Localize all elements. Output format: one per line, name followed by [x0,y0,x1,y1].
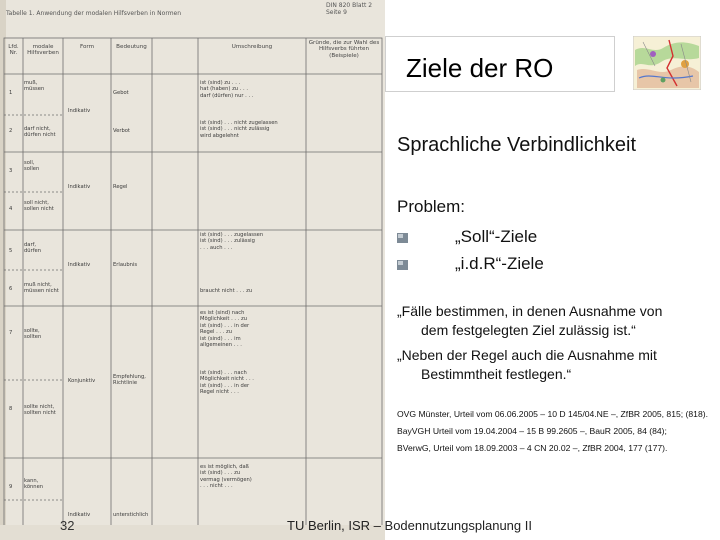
title-box [385,36,615,92]
citation: OVG Münster, Urteil vom 06.06.2005 – 10 D 145/04.NE –, ZfBR 2005, 815; (818). [397,409,708,419]
row-form: Indikativ [68,262,91,268]
row-umschreibung: ist (sind) zu . . . hat (haben) zu . . . darf (dürfen) nur . . . [200,80,254,99]
quote-block [397,346,717,384]
col-header-bedeutung: Bedeutung [116,44,147,50]
quote-line: „Neben der Regel auch die Ausnahme mit [397,347,657,363]
quote-line: dem festgelegten Ziel zulässig ist.“ [421,322,636,338]
col-header-gruende: Gründe, die zur Wahl des Hilfsverbs führten (Beispiele) [308,40,380,59]
bullet-icon [397,260,408,270]
row-umschreibung: ist (sind) . . . nach Möglichkeit nicht . . . ist (sind) . . . in der Regel nicht . . . [200,370,254,396]
col-header-umschreibung: Umschreibung [231,44,273,50]
row-umschreibung: ist (sind) . . . nicht zugelassen ist (sind) . . . nicht zulässig wird abgelehnt [200,120,278,139]
quote-block [397,302,717,340]
problem-label: Problem: [397,197,466,216]
row-form: Indikativ [68,108,91,114]
bullet-text: „i.d.R“-Ziele [455,254,544,273]
row-umschreibung: es ist (sind) nach Möglichkeit . . . zu ist (sind) . . . in der Regel . . . zu ist (sind) . . . im allgemeinen . . . [200,310,250,349]
row-verb: sollte nicht, sollten nicht [24,404,56,417]
row-nr: 9 [9,484,13,490]
map-thumbnail [633,36,701,90]
col-header-verb: modale Hilfsverben [27,44,59,57]
col-header-nr: Lfd. Nr. [8,44,19,57]
row-nr: 6 [9,286,13,292]
row-umschreibung: ist (sind) . . . zugelassen ist (sind) . . . zulässig . . . auch . . . [200,232,264,251]
row-verb: muß nicht, müssen nicht [24,282,59,295]
row-verb: sollte, sollten [24,328,42,341]
scan-header-right: DIN 820 Blatt 2 Seite 9 [326,2,373,16]
row-verb: soll nicht, sollen nicht [24,200,54,213]
page-number: 32 [60,518,75,533]
row-verb: darf, dürfen [24,242,42,255]
row-bedeutung: unterstichlich [113,512,149,518]
row-bedeutung: Regel [113,184,128,190]
footer-text: TU Berlin, ISR – Bodennutzungsplanung II [287,518,532,533]
quote-line: Bestimmtheit festlegen.“ [421,366,572,382]
row-form: Indikativ [68,512,91,518]
bullet-text: „Soll“-Ziele [455,227,538,246]
row-nr: 7 [9,330,13,336]
row-bedeutung: Gebot [113,90,129,96]
citation: BayVGH Urteil vom 19.04.2004 – 15 B 99.2605 –, BauR 2005, 84 (84); [397,426,667,436]
scan-header [4,2,380,22]
row-nr: 2 [9,128,13,134]
bullet-icon [397,233,408,243]
row-umschreibung: braucht nicht . . . zu [200,288,253,294]
row-nr: 3 [9,168,13,174]
quote-line: „Fälle bestimmen, in denen Ausnahme von [397,303,663,319]
scan-header-left: Tabelle 1. Anwendung der modalen Hilfsverben in Normen [6,10,182,17]
row-bedeutung: Verbot [113,128,130,134]
row-form: Konjunktiv [68,378,96,384]
citation: BVerwG, Urteil vom 18.09.2003 – 4 CN 20.02 –, ZfBR 2004, 177 (177). [397,443,668,453]
row-nr: 5 [9,248,13,254]
row-verb: kann, können [24,478,44,491]
row-form: Indikativ [68,184,91,190]
row-nr: 8 [9,406,13,412]
row-bedeutung: Empfehlung, Richtlinie [113,374,146,387]
col-header-form: Form [79,44,95,50]
row-verb: darf nicht, dürfen nicht [24,126,56,139]
row-nr: 4 [9,206,13,212]
row-verb: muß, müssen [24,80,45,93]
slide-heading: Sprachliche Verbindlichkeit [397,134,637,156]
row-bedeutung: Erlaubnis [113,262,138,268]
slide-title: Ziele der RO [406,53,554,83]
row-nr: 1 [9,90,13,96]
row-verb: soll, sollen [24,160,40,173]
row-umschreibung: es ist möglich, daß ist (sind) . . . zu vermag (vermögen) . . . nicht . . . [200,464,252,490]
